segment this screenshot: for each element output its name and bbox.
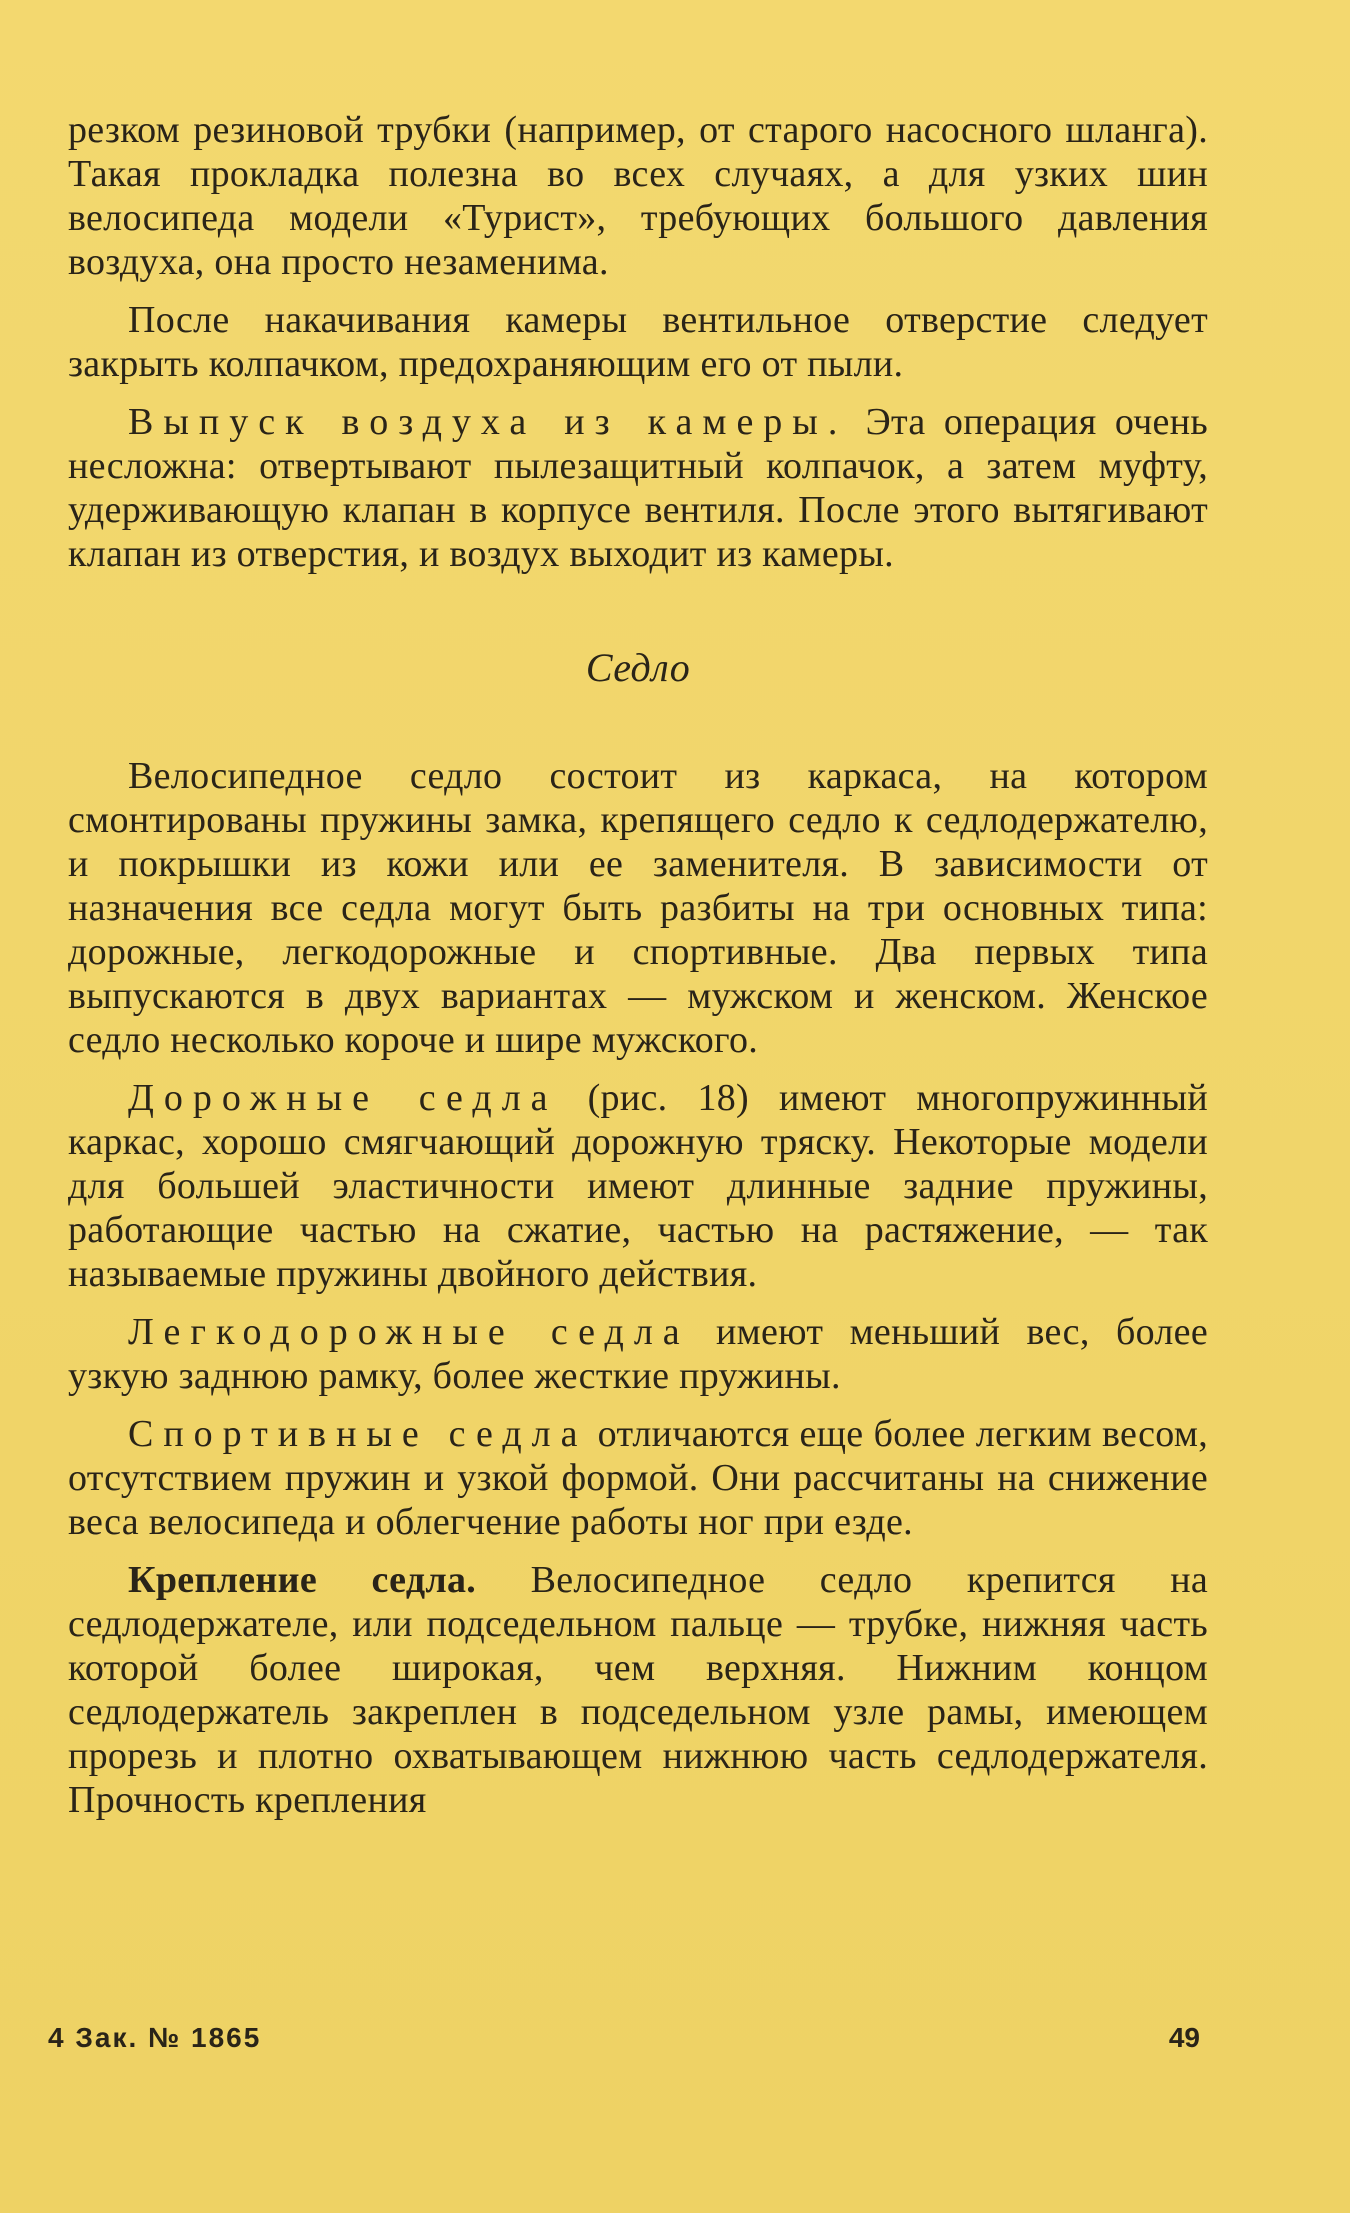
paragraph-air-release bbox=[68, 400, 1208, 576]
page-number: 49 bbox=[1168, 2022, 1200, 2053]
run-in-heading: Выпуск воздуха из камеры. bbox=[128, 401, 848, 443]
paragraph-text: (рис. 18) имеют многопружинный каркас, хорошо смягчающий дорожную тряску. Некоторые модели для большей эластичности имеют длинные задние пружины, работающие частью на сжатие, частью на растяжение, — так называемые пружины двойного действия. bbox=[68, 1077, 1208, 1295]
paragraph-light-road-saddles bbox=[68, 1310, 1208, 1398]
paragraph-text: Велосипедное седло состоит из каркаса, на котором смонтированы пружины замка, крепящего седло к седлодержателю, и покрышки из кожи или ее заменителя. В зависимости от назначения все седла могут быть разбиты на три основных типа: дорожные, легкодорожные и спортивные. Два первых типа выпускаются в двух вариантах — мужском и женском. Женское седло несколько короче и шире мужского. bbox=[68, 755, 1208, 1061]
body-text bbox=[68, 108, 1208, 1836]
paragraph-sport-saddles bbox=[68, 1412, 1208, 1544]
paragraph-continuation bbox=[68, 108, 1208, 284]
section-heading: Седло bbox=[585, 645, 691, 690]
paragraph-saddle-mounting bbox=[68, 1558, 1208, 1822]
run-in-heading: Спортивные седла bbox=[128, 1413, 588, 1455]
paragraph-text: имеют меньший вес, более узкую заднюю рамку, более жесткие пружины. bbox=[68, 1311, 1208, 1397]
paragraph-text: Эта операция очень несложна: отвертывают пылезащитный колпачок, а затем муфту, удерживающую клапан в корпусе вентиля. После этого вытягивают клапан из отверстия, и воздух выходит из камеры. bbox=[68, 401, 1208, 575]
paragraph-road-saddles bbox=[68, 1076, 1208, 1296]
paragraph-text: отличаются еще более легким весом, отсутствием пружин и узкой формой. Они рассчитаны на снижение веса велосипеда и облегчение работы ног при езде. bbox=[68, 1413, 1208, 1543]
paragraph-text: После накачивания камеры вентильное отверстие следует закрыть колпачком, предохраняющим его от пыли. bbox=[68, 299, 1208, 385]
run-in-heading: Крепление седла. bbox=[128, 1559, 477, 1601]
run-in-heading: Легкодорожные седла bbox=[128, 1311, 690, 1353]
paragraph-text: Велосипедное седло крепится на седлодержателе, или подседельном пальце — трубке, нижняя часть которой более широкая, чем верхняя. Нижним концом седлодержатель закреплен в подседельном узле рамы, имеющем прорезь и плотно охватывающем нижнюю часть седлодержателя. Прочность крепления bbox=[68, 1559, 1208, 1821]
printer-signature: 4 Зак. № 1865 bbox=[48, 2022, 262, 2053]
run-in-heading: Дорожные седла bbox=[128, 1077, 558, 1119]
paragraph-saddle-intro bbox=[68, 754, 1208, 1062]
paragraph-text: резком резиновой трубки (например, от старого насосного шланга). Такая прокладка полезна во всех случаях, а для узких шин велосипеда модели «Турист», требующих большого давления воздуха, она просто незаменима. bbox=[68, 109, 1208, 283]
paragraph-valve-cap bbox=[68, 298, 1208, 386]
page-footer bbox=[48, 2022, 1200, 2054]
